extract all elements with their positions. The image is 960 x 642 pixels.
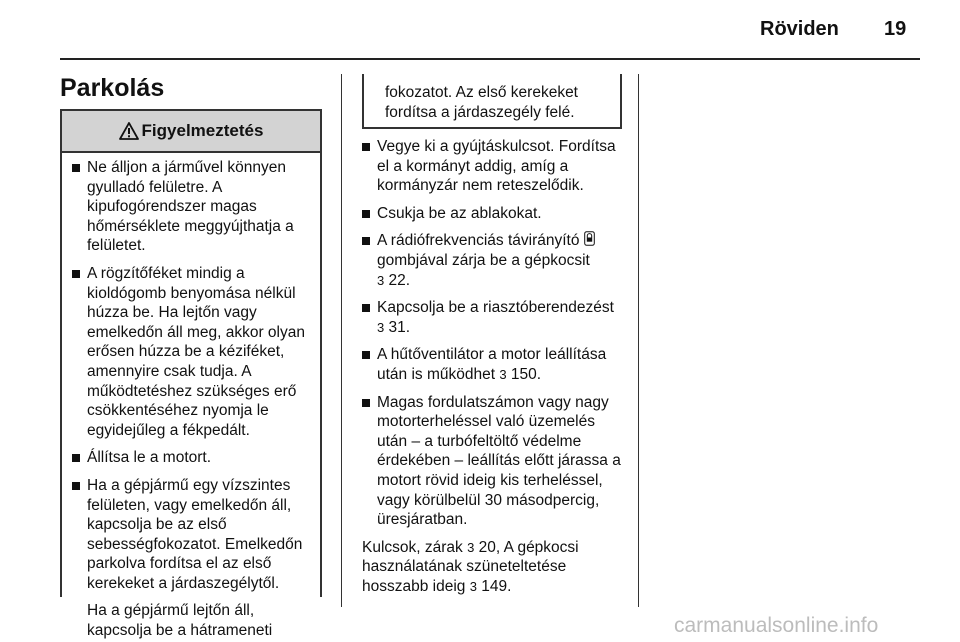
instruction-item: Kapcsolja be a riasztóberendezést 3 31.	[362, 298, 624, 337]
warning-box-continued	[362, 74, 622, 129]
reference-arrow-icon: 3	[377, 319, 385, 335]
warning-body	[72, 158, 316, 641]
bullet-icon	[362, 210, 370, 218]
watermark: carmanualsonline.info	[674, 614, 879, 637]
bullet-icon	[72, 454, 80, 462]
warning-item: A rögzítőféket mindig a kioldógomb benyomása nélkül húzza be. Ha lejtőn vagy emelkedőn áll meg, akkor olyan erősen húzza be a kéziféket, amennyire csak tudja. A működtetéshez szükséges erő csökkentéséhez nyomja le egyidejűleg a fékpedált.	[72, 264, 316, 440]
bullet-icon	[72, 270, 80, 278]
warning-box-continuation-text: fokozatot. Az első kerekeket fordítsa a járdaszegély felé.	[385, 84, 578, 121]
reference-arrow-icon: 3	[469, 578, 477, 594]
column-divider-right	[638, 74, 639, 607]
reference-arrow-icon: 3	[377, 272, 385, 288]
section-title: Parkolás	[60, 74, 165, 102]
warning-item: Állítsa le a motort.	[72, 448, 316, 468]
bullet-icon	[72, 482, 80, 490]
page-header-title: Röviden	[760, 18, 839, 40]
instruction-item: Magas fordulatszámon vagy nagy motorterheléssel való üzemelés után – a turbófeltöltő védelme érdekében – leállítás előtt járassa a motort rövid ideig kis terheléssel, vagy körülbelül 30 másodpercig, üresjáratban.	[362, 393, 624, 530]
bullet-icon	[362, 399, 370, 407]
warning-triangle-icon	[119, 122, 139, 140]
warning-heading	[62, 111, 320, 153]
page-reference: 22.	[388, 271, 411, 289]
bullet-icon	[362, 143, 370, 151]
bullet-icon	[362, 237, 370, 245]
instruction-item: Csukja be az ablakokat.	[362, 204, 624, 224]
column-divider-left	[341, 74, 342, 607]
header-rule	[60, 58, 920, 60]
bullet-icon	[362, 304, 370, 312]
reference-arrow-icon: 3	[467, 539, 475, 555]
warning-box	[60, 109, 322, 640]
instruction-item: A hűtőventilátor a motor leállítása után is működhet 3 150.	[362, 345, 624, 384]
warning-item: Ha a gépjármű egy vízszintes felületen, vagy emelkedőn áll, kapcsolja be az első sebességfokozatot. Emelkedőn parkolva fordítsa el az első kerekeket a járdaszegélytől.	[72, 476, 316, 594]
warning-heading-label: Figyelmeztetés	[141, 121, 264, 140]
instruction-item: A rádiófrekvenciás távirányító gombjával zárja be a gépkocsit 3 22.	[362, 231, 624, 290]
page-reference: 31.	[388, 318, 411, 336]
warning-continuation: Ha a gépjármű lejtőn áll, kapcsolja be a hátrameneti	[87, 602, 273, 640]
page-number: 19	[884, 18, 907, 40]
instructions-body	[362, 137, 624, 596]
bullet-icon	[72, 164, 80, 172]
reference-arrow-icon: 3	[499, 366, 507, 382]
remote-lock-button-icon	[584, 231, 595, 246]
warning-item: Ne álljon a járművel könnyen gyulladó felületre. A kipufogórendszer magas hőmérséklete meggyújthatja a felületet.	[72, 158, 316, 256]
instruction-item: Vegye ki a gyújtáskulcsot. Fordítsa el a kormányt addig, amíg a kormányzár nem reteszelődik.	[362, 137, 624, 196]
page-reference: 150.	[510, 365, 542, 383]
cross-reference-paragraph: Kulcsok, zárak 3 20, A gépkocsi használatának szüneteltetése hosszabb ideig 3 149.	[362, 538, 579, 595]
bullet-icon	[362, 351, 370, 359]
